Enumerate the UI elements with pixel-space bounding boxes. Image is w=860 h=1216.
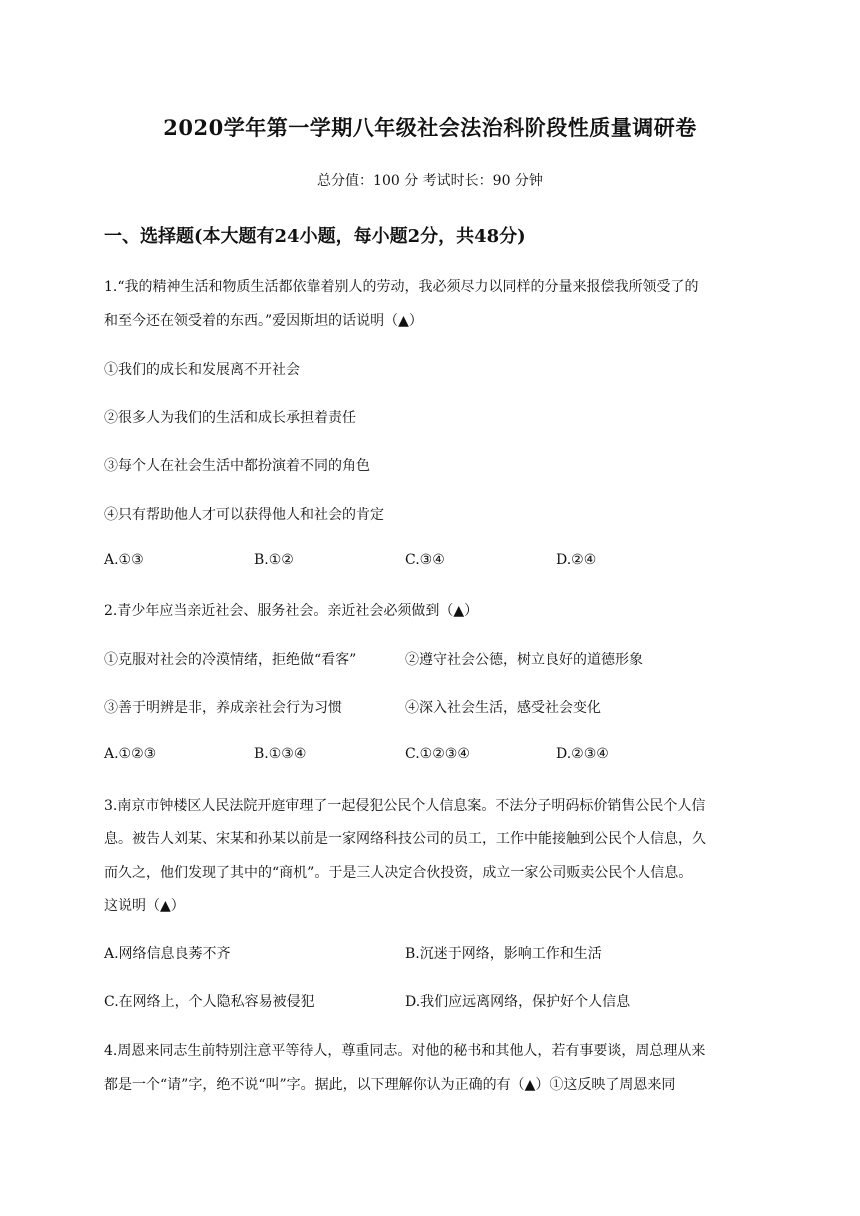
q3-stem-line: 3.南京市钟楼区人民法院开庭审理了一起侵犯公民个人信息案。不法分子明码标价销售公民个人信 <box>104 798 706 814</box>
q3-option-c: C.在网络上，个人隐私容易被侵犯 <box>104 994 315 1010</box>
page-title: 2020学年第一学期八年级社会法治科阶段性质量调研卷 <box>163 115 697 140</box>
q3-stem-line: 这说明（▲） <box>104 898 185 914</box>
q2-option-c: C.①②③④ <box>405 746 470 762</box>
q2-item: ②遵守社会公德，树立良好的道德形象 <box>405 652 643 668</box>
q2-item: ④深入社会生活，感受社会变化 <box>405 700 601 716</box>
q3-option-b: B.沉迷于网络，影响工作和生活 <box>405 946 602 962</box>
q1-option-b: B.①② <box>254 552 294 568</box>
section-heading: 一、选择题(本大题有24小题，每小题2分，共48分) <box>104 226 526 247</box>
q2-item: ③善于明辨是非，养成亲社会行为习惯 <box>104 700 342 716</box>
q2-option-d: D.②③④ <box>556 746 609 762</box>
q4-stem-line: 4.周恩来同志生前特别注意平等待人，尊重同志。对他的秘书和其他人，若有事要谈，周总理从来 <box>104 1043 706 1059</box>
q3-option-a: A.网络信息良莠不齐 <box>104 946 231 962</box>
q2-item: ①克服对社会的冷漠情绪，拒绝做“看客” <box>104 652 357 668</box>
q1-option-a: A.①③ <box>104 552 144 568</box>
exam-info: 总分值：100 分 考试时长：90 分钟 <box>317 173 543 189</box>
q2-option-b: B.①③④ <box>254 746 307 762</box>
q1-stem-line-1: 1.“我的精神生活和物质生活都依靠着别人的劳动，我必须尽力以同样的分量来报偿我所领受了的 <box>104 279 699 295</box>
q2-option-a: A.①②③ <box>104 746 157 762</box>
q1-stem-line-2: 和至今还在领受着的东西。”爱因斯坦的话说明（▲） <box>104 313 423 329</box>
q2-stem: 2.青少年应当亲近社会、服务社会。亲近社会必须做到（▲） <box>104 603 479 619</box>
q3-stem-line: 而久之，他们发现了其中的“商机”。于是三人决定合伙投资，成立一家公司贩卖公民个人信息。 <box>104 865 693 881</box>
q1-item: ①我们的成长和发展离不开社会 <box>104 362 300 378</box>
q1-item: ④只有帮助他人才可以获得他人和社会的肯定 <box>104 507 384 523</box>
q4-stem-line: 都是一个“请”字，绝不说“叫”字。据此，以下理解你认为正确的有（▲）①这反映了周恩来同 <box>104 1077 676 1093</box>
q1-option-c: C.③④ <box>405 552 445 568</box>
q3-stem-line: 息。被告人刘某、宋某和孙某以前是一家网络科技公司的员工，工作中能接触到公民个人信息，久 <box>104 831 706 847</box>
q3-option-d: D.我们应远离网络，保护好个人信息 <box>405 994 631 1010</box>
q1-item: ③每个人在社会生活中都扮演着不同的角色 <box>104 458 370 474</box>
q1-option-d: D.②④ <box>556 552 597 568</box>
q1-item: ②很多人为我们的生活和成长承担着责任 <box>104 410 356 426</box>
